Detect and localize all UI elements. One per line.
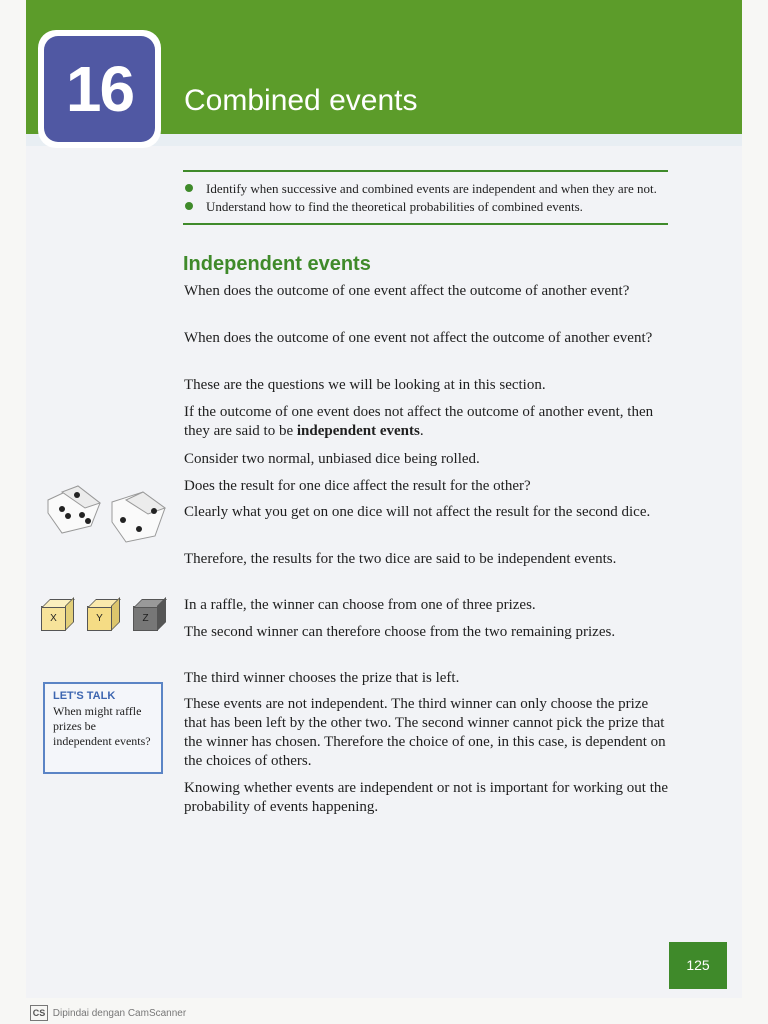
prize-box-icon: Z [133,606,158,631]
objective-item [183,198,668,215]
prize-box-icon: X [41,606,66,631]
watermark-text: Dipindai dengan CamScanner [52,1008,187,1019]
paragraph: Consider two normal, unbiased dice being rolled. [184,451,480,467]
chapter-number: 16 [44,36,155,142]
paragraph: These events are not independent. The third winner can only choose the prize that has been left by the other two. The second winner cannot pick the prize that the winner has chosen. Therefore the choice of one, in this case, is dependent on the choices of others. [184,696,666,769]
paragraph: When does the outcome of one event not affect the outcome of another event? [184,330,653,346]
bullet-icon [185,184,193,192]
dice-icon [40,478,175,548]
scanner-watermark [30,1005,186,1021]
paragraph: Does the result for one dice affect the result for the other? [184,478,531,494]
paragraph: In a raffle, the winner can choose from one of three prizes. [184,597,536,613]
lets-talk-text: When might raffle prizes be independent events? [53,704,151,748]
objective-item [183,180,668,197]
prize-box-icon: Y [87,606,112,631]
camscanner-logo-icon: CS [30,1005,48,1021]
chapter-title: Combined events [184,84,418,117]
paragraph: Knowing whether events are independent or not is important for working out the probability of events happening. [184,780,669,815]
key-term: independent events [296,423,420,439]
paragraph-text: If the outcome of one event does not affect the outcome of another event, then they are said to be [184,404,654,439]
paragraph: The third winner chooses the prize that is left. [184,670,460,686]
objective-text: Understand how to find the theoretical probabilities of combined events. [206,199,583,214]
lets-talk-box [43,682,163,774]
paragraph: If the outcome of one event does not affect the outcome of another event, then they are said to be independent events. [184,404,654,439]
learning-objectives [183,170,668,225]
paragraph: The second winner can therefore choose from the two remaining prizes. [184,624,616,640]
page-number: 125 [669,942,727,989]
paragraph: When does the outcome of one event affect the outcome of another event? [184,283,630,299]
paragraph: Clearly what you get on one dice will not affect the result for the second dice. [184,504,651,520]
objective-text: Identify when successive and combined events are independent and when they are not. [206,181,657,196]
paragraph: These are the questions we will be looking at in this section. [184,377,546,393]
paragraph: Therefore, the results for the two dice are said to be independent events. [184,551,617,567]
textbook-page [26,0,742,998]
section-heading: Independent events [183,253,371,275]
chapter-badge [38,30,161,148]
lets-talk-title: LET'S TALK [53,690,116,702]
bullet-icon [185,202,193,210]
